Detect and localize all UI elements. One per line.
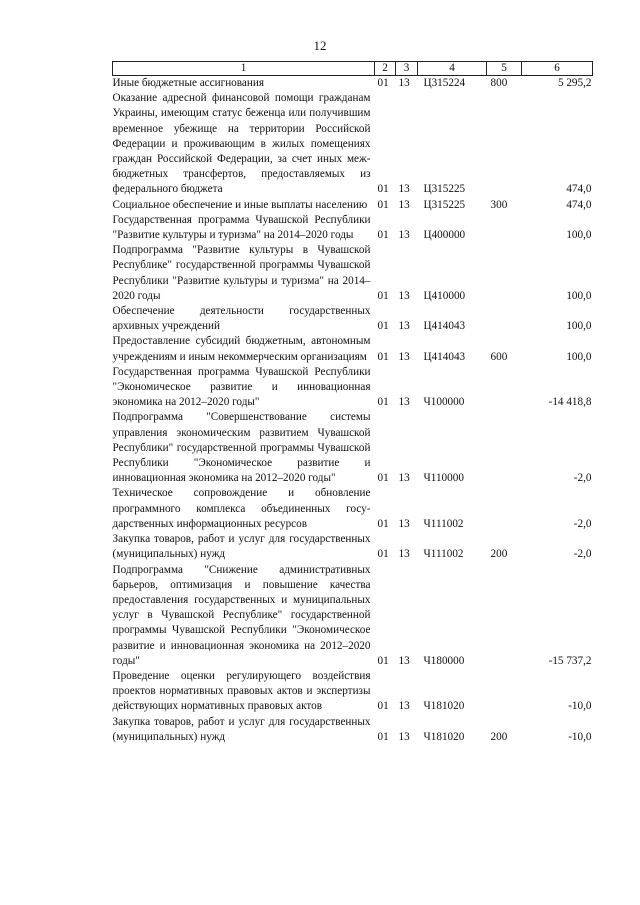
page-number: 12	[313, 38, 327, 53]
table-header	[113, 62, 593, 76]
budget-table	[112, 61, 593, 745]
row-subsection: 13	[398, 730, 410, 743]
table-body	[113, 76, 593, 745]
table-row	[113, 532, 593, 562]
row-amount: 474,0	[566, 183, 592, 196]
row-amount: -15 737,2	[548, 654, 592, 667]
table-row	[113, 76, 593, 92]
row-amount: -10,0	[568, 730, 592, 743]
row-kind	[487, 91, 522, 197]
row-section: 01	[377, 198, 389, 211]
row-section: 01	[377, 350, 389, 363]
row-section: 01	[377, 396, 389, 409]
row-amount: -14 418,8	[548, 396, 592, 409]
header-col-target: 4	[418, 62, 487, 76]
row-kind	[487, 243, 522, 304]
row-subsection: 13	[398, 472, 410, 485]
header-col-section: 2	[375, 62, 396, 76]
row-subsection: 13	[398, 654, 410, 667]
row-target: Ч111002	[423, 517, 464, 530]
row-section: 01	[377, 183, 389, 196]
table-row	[113, 410, 593, 486]
row-name: Закупка товаров, работ и услуг для государственных (муниципальных) нужд	[112, 533, 371, 561]
row-subsection: 13	[398, 396, 410, 409]
table-row	[113, 91, 593, 197]
row-amount: 474,0	[566, 198, 592, 211]
row-target: Ч111002	[423, 548, 464, 561]
row-name: Подпрограмма "Развитие культуры в Чувашской Республике" государственной программы Чувашской Республики "Развитие культуры и туризма" на 2014–2020 годы	[112, 244, 371, 302]
row-name: Проведение оценки регулирующего воздействия проектов нормативных правовых актов и экспертизы действующих нормативных правовых актов	[112, 669, 371, 713]
row-subsection: 13	[398, 700, 410, 713]
row-kind	[487, 486, 522, 532]
row-name: Закупка товаров, работ и услуг для государственных (муниципальных) нужд	[112, 715, 371, 743]
row-kind: 600	[490, 350, 508, 363]
row-amount: -10,0	[568, 700, 592, 713]
row-amount: -2,0	[573, 517, 592, 530]
row-name: Подпрограмма "Совершенствование системы управления экономическим развитием Чувашской Республики" государственной программы Чувашской Республики "Экономическое развитие и инновационная экономика на 2012–2020 годы"	[112, 411, 371, 485]
header-col-subsection: 3	[396, 62, 418, 76]
row-target: Ц400000	[423, 229, 466, 242]
row-target: Ц315225	[423, 198, 466, 211]
row-subsection: 13	[398, 548, 410, 561]
row-subsection: 13	[398, 77, 410, 89]
row-subsection: 13	[398, 517, 410, 530]
table-row	[113, 334, 593, 364]
table-row	[113, 198, 593, 213]
row-section: 01	[377, 730, 389, 743]
row-kind: 300	[490, 198, 508, 211]
row-subsection: 13	[398, 320, 410, 333]
row-name: Социальное обеспечение и иные выплаты населению	[112, 198, 368, 211]
row-kind	[487, 213, 522, 243]
row-name: Предоставление субсидий бюджетным, автономным учреждениям и иным некоммерческим организациям	[112, 335, 371, 363]
row-amount: -2,0	[573, 548, 592, 561]
row-target: Ч110000	[423, 472, 464, 485]
row-target: Ч100000	[423, 396, 465, 409]
row-name: Подпрограмма "Снижение административных барьеров, оптимизация и повышение качества предоставления государственных и муниципальных услуг в Чувашской Республике" государственной программы Чувашской Республики "Экономическое развитие и инновационная экономика на 2012–2020 годы"	[112, 563, 371, 667]
table-row	[113, 243, 593, 304]
table-row	[113, 669, 593, 715]
row-kind: 200	[490, 730, 508, 743]
row-kind	[487, 365, 522, 411]
row-kind	[487, 304, 522, 334]
row-amount: -2,0	[573, 472, 592, 485]
row-section: 01	[377, 229, 389, 242]
row-section: 01	[377, 548, 389, 561]
table-row	[113, 304, 593, 334]
row-target: Ц414043	[423, 320, 466, 333]
row-section: 01	[377, 320, 389, 333]
row-name: Оказание адресной финансовой помощи гражданам Украины, имеющим статус беженца или получившим временное убежище на территории Российской Федерации и проживающим в жилых помещениях граждан Российской Федерации, за счет иных межбюджетных трансфертов, предоставляемых из федерального бюджета	[112, 92, 371, 196]
row-name: Обеспечение деятельности государственных архивных учреждений	[112, 305, 371, 333]
table-row	[113, 563, 593, 669]
row-subsection: 13	[398, 289, 410, 302]
header-row	[113, 62, 593, 76]
row-subsection: 13	[398, 198, 410, 211]
row-kind	[487, 410, 522, 486]
row-section: 01	[377, 700, 389, 713]
header-col-amount: 6	[522, 62, 593, 76]
row-target: Ц410000	[423, 289, 466, 302]
header-col-kind: 5	[487, 62, 522, 76]
row-name: Государственная программа Чувашской Республики "Развитие культуры и туризма" на 2014–2020 годы	[112, 213, 371, 242]
row-section: 01	[377, 77, 389, 89]
row-subsection: 13	[398, 229, 410, 242]
header-col-name: 1	[113, 62, 375, 76]
row-section: 01	[377, 472, 389, 485]
row-target: Ц315224	[423, 77, 466, 89]
row-section: 01	[377, 517, 389, 530]
row-target: Ч181020	[423, 730, 465, 743]
table-row	[113, 715, 593, 745]
row-kind	[487, 669, 522, 715]
row-name: Иные бюджетные ассигнования	[112, 77, 264, 89]
row-amount: 100,0	[566, 350, 592, 363]
row-section: 01	[377, 289, 389, 302]
row-name: Техническое сопровождение и обновление программного комплекса объединенных государственных информационных ресурсов	[112, 487, 371, 530]
row-kind	[487, 563, 522, 669]
row-subsection: 13	[398, 350, 410, 363]
table-row	[113, 486, 593, 532]
table-row	[113, 365, 593, 411]
row-section: 01	[377, 654, 389, 667]
row-amount: 100,0	[566, 320, 592, 333]
table-row	[113, 213, 593, 243]
row-kind: 200	[490, 548, 508, 561]
row-target: Ч180000	[423, 654, 465, 667]
row-amount: 100,0	[566, 289, 592, 302]
row-subsection: 13	[398, 183, 410, 196]
row-target: Ц315225	[423, 183, 466, 196]
row-kind: 800	[490, 77, 508, 89]
row-amount: 100,0	[566, 229, 592, 242]
row-amount: 5 295,2	[557, 77, 592, 89]
row-target: Ч181020	[423, 700, 465, 713]
row-target: Ц414043	[423, 350, 466, 363]
row-name: Государственная программа Чувашской Республики "Экономическое развитие и инновационная экономика на 2012–2020 годы"	[112, 365, 371, 409]
